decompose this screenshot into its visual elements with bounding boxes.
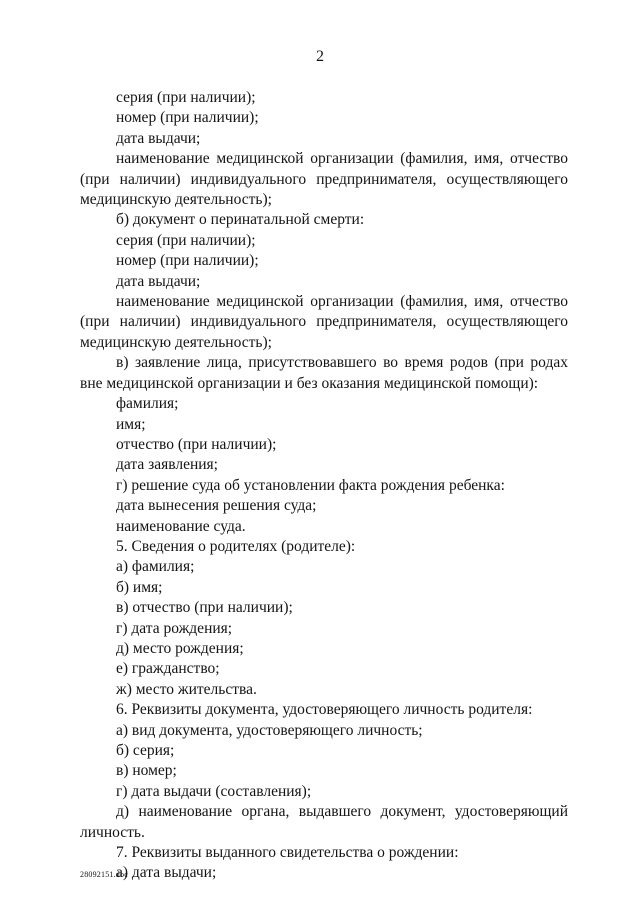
paragraph: д) место рождения;	[116, 639, 244, 657]
section-heading: 6. Реквизиты документа, удостоверяющего личность родителя:	[116, 701, 533, 719]
paragraph: номер (при наличии);	[116, 252, 259, 270]
paragraph: наименование медицинской организации (фамилия, имя, отчество (при наличии) индивидуального предпринимателя, осуществляющего медицинскую деятельность);	[80, 293, 568, 351]
paragraph: фамилия;	[116, 395, 179, 413]
section-heading: 7. Реквизиты выданного свидетельства о рождении:	[116, 844, 459, 862]
page-number: 2	[316, 48, 324, 65]
paragraph: а) дата выдачи;	[116, 864, 217, 882]
paragraph: имя;	[116, 415, 146, 433]
paragraph: а) вид документа, удостоверяющего личность;	[116, 721, 423, 739]
document-code: 28092151.doc	[80, 870, 128, 879]
paragraph: г) решение суда об установлении факта рождения ребенка:	[116, 476, 505, 494]
paragraph: серия (при наличии);	[116, 231, 256, 249]
paragraph: в) заявление лица, присутствовавшего во время родов (при родах вне медицинской организации и без оказания медицинской помощи):	[80, 354, 568, 392]
paragraph: наименование медицинской организации (фамилия, имя, отчество (при наличии) индивидуального предпринимателя, осуществляющего медицинскую деятельность);	[80, 150, 568, 209]
paragraph: г) дата рождения;	[116, 619, 233, 637]
paragraph: в) отчество (при наличии);	[116, 599, 293, 617]
paragraph: б) документ о перинатальной смерти:	[116, 211, 365, 229]
paragraph: д) наименование органа, выдавшего документ, удостоверяющий личность.	[80, 803, 568, 841]
paragraph: дата вынесения решения суда;	[116, 497, 317, 515]
paragraph: г) дата выдачи (составления);	[116, 782, 312, 800]
paragraph: дата выдачи;	[116, 129, 201, 147]
paragraph: отчество (при наличии);	[116, 435, 277, 453]
paragraph: дата заявления;	[116, 456, 218, 474]
paragraph: номер (при наличии);	[116, 109, 259, 127]
paragraph: в) номер;	[116, 762, 177, 780]
section-heading: 5. Сведения о родителях (родителе):	[116, 537, 356, 555]
paragraph: б) серия;	[116, 742, 175, 759]
paragraph: наименование суда.	[116, 517, 246, 535]
document-body	[80, 88, 568, 884]
paragraph: дата выдачи;	[116, 272, 201, 290]
paragraph: серия (при наличии);	[116, 89, 256, 106]
paragraph: е) гражданство;	[116, 660, 220, 678]
paragraph: ж) место жительства.	[116, 680, 257, 698]
paragraph: б) имя;	[116, 578, 163, 596]
paragraph: а) фамилия;	[116, 558, 195, 576]
